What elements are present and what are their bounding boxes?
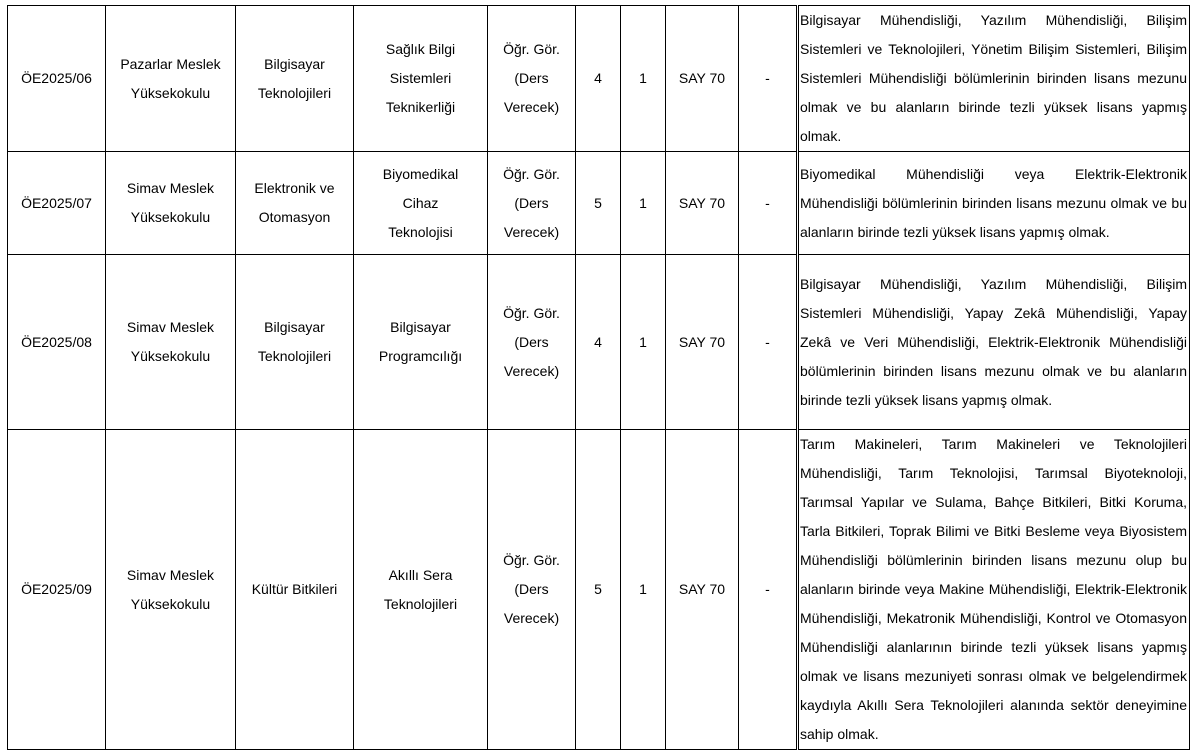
announcement-table-container [7,5,1190,750]
department-name: Bilgisayar Teknolojileri [236,255,354,430]
staff-title: Öğr. Gör. (Ders Verecek) [488,152,576,255]
degree-value: 4 [576,6,621,152]
requirement-text: Tarım Makineleri, Tarım Makineleri ve Teknolojileri Mühendisliği, Tarım Teknolojisi, Tarımsal Biyoteknoloji, Tarımsal Yapılar ve Sulama, Bahçe Bitkileri, Bitki Koruma, Tarla Bitkileri, Toprak Bilimi ve Bitki Besleme veya Biyosistem Mühendisliği bölümlerinin birinden lisans mezunu olup bu alanların birinde veya Makine Mühendisliği, Elektrik-Elektronik Mühendisliği, Mekatronik Mühendisliği, Kontrol ve Otomasyon Mühendisliği alanlarının birinde tezli yüksek lisans yapmış olmak ve lisans mezuniyeti sonrası olmak ve belgelendirmek kaydıyla Akıllı Sera Teknolojileri alanında sektör deneyimine sahip olmak. [798,430,1190,750]
ales-score: SAY 70 [666,255,739,430]
department-name: Elektronik ve Otomasyon [236,152,354,255]
table-row [8,430,1190,750]
position-code: ÖE2025/07 [8,152,106,255]
program-name: Bilgisayar Programcılığı [354,255,488,430]
ales-score: SAY 70 [666,430,739,750]
table-row [8,152,1190,255]
requirement-text: Bilgisayar Mühendisliği, Yazılım Mühendisliği, Bilişim Sistemleri ve Teknolojileri, Yönetim Bilişim Sistemleri, Bilişim Sistemleri Mühendisliği bölümlerinin birinden lisans mezunu olmak ve bu alanların birinde tezli yüksek lisans yapmış olmak. [798,6,1190,152]
department-name: Kültür Bitkileri [236,430,354,750]
foreign-language-score: - [739,152,798,255]
staff-title: Öğr. Gör. (Ders Verecek) [488,255,576,430]
school-name: Simav Meslek Yüksekokulu [106,430,236,750]
position-code: ÖE2025/09 [8,430,106,750]
school-name: Pazarlar Meslek Yüksekokulu [106,6,236,152]
position-table [7,5,1190,750]
position-count: 1 [621,152,666,255]
program-name: Biyomedikal Cihaz Teknolojisi [354,152,488,255]
program-name: Sağlık Bilgi Sistemleri Teknikerliği [354,6,488,152]
position-count: 1 [621,255,666,430]
staff-title: Öğr. Gör. (Ders Verecek) [488,430,576,750]
program-name: Akıllı Sera Teknolojileri [354,430,488,750]
degree-value: 5 [576,152,621,255]
table-row [8,6,1190,152]
position-count: 1 [621,6,666,152]
department-name: Bilgisayar Teknolojileri [236,6,354,152]
requirement-text: Biyomedikal Mühendisliği veya Elektrik-Elektronik Mühendisliği bölümlerinin birinden lisans mezunu olmak ve bu alanların birinde tezli yüksek lisans yapmış olmak. [798,152,1190,255]
foreign-language-score: - [739,430,798,750]
foreign-language-score: - [739,6,798,152]
staff-title: Öğr. Gör. (Ders Verecek) [488,6,576,152]
requirement-text: Bilgisayar Mühendisliği, Yazılım Mühendisliği, Bilişim Sistemleri Mühendisliği, Yapay Zekâ Mühendisliği, Yapay Zekâ ve Veri Mühendisliği, Elektrik-Elektronik Mühendisliği bölümlerinin birinden lisans mezunu olmak ve bu alanların birinde tezli yüksek lisans yapmış olmak. [798,255,1190,430]
ales-score: SAY 70 [666,6,739,152]
school-name: Simav Meslek Yüksekokulu [106,152,236,255]
degree-value: 4 [576,255,621,430]
degree-value: 5 [576,430,621,750]
position-code: ÖE2025/06 [8,6,106,152]
foreign-language-score: - [739,255,798,430]
table-row [8,255,1190,430]
school-name: Simav Meslek Yüksekokulu [106,255,236,430]
ales-score: SAY 70 [666,152,739,255]
position-count: 1 [621,430,666,750]
position-code: ÖE2025/08 [8,255,106,430]
